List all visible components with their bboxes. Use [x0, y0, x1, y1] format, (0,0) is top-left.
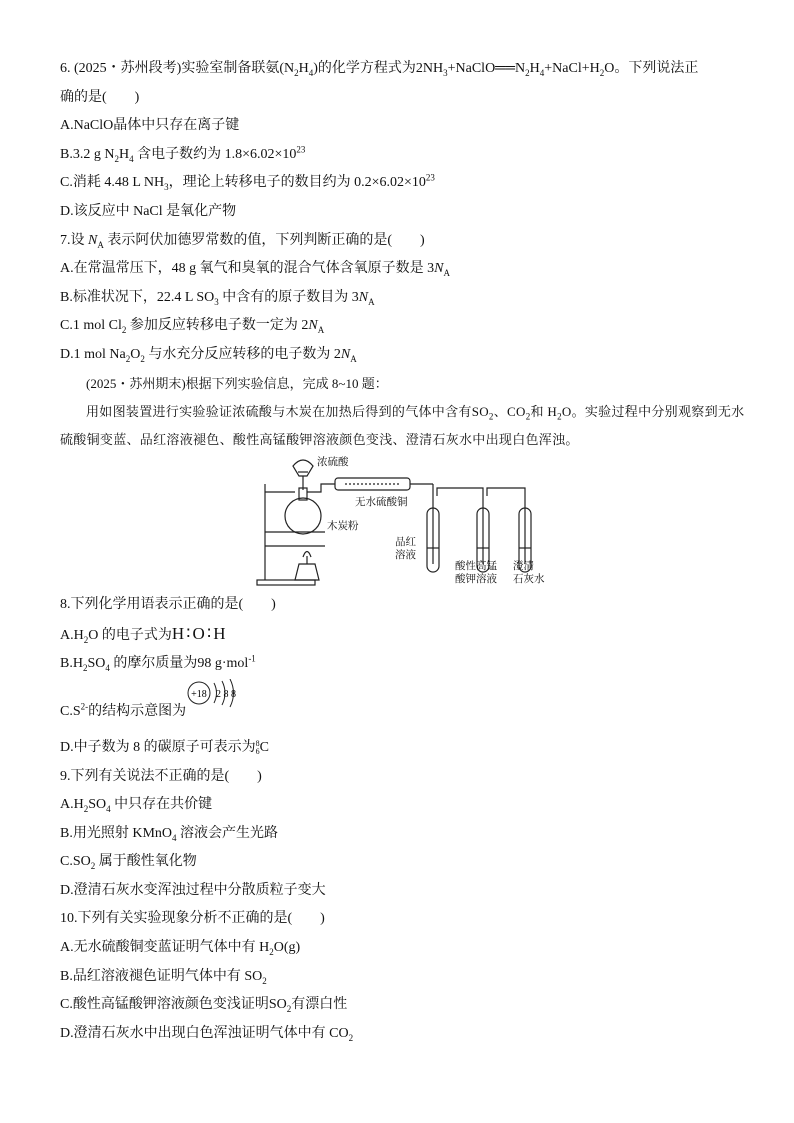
passage-intro: (2025・苏州期末)根据下列实验信息，完成 8~10 题： [86, 375, 388, 391]
atom-structure-diagram [186, 679, 246, 717]
label-tube2: 酸性高锰 酸钾溶液 [455, 561, 497, 586]
q7-option-c: C.1 mol $Cl_2$ 参加反应转移电子数一定为 $2N_A$ [60, 318, 325, 336]
q10-option-d: D.澄清石灰水中出现白色浑浊证明气体中有 $CO_2$ [60, 1025, 354, 1043]
q8-stem: 8.下列化学用语表示正确的是( ) [60, 597, 276, 613]
q9-option-d: D.澄清石灰水变浑浊过程中分散质粒子变大 [60, 882, 326, 898]
label-acid: 浓硫酸 [317, 457, 349, 469]
q7-option-a: A.在常温常压下，48 g 氧气和臭氧的混合气体含氧原子数是 $3N_A$ [60, 261, 450, 278]
passage-text: 用如图装置进行实验验证浓硫酸与木炭在加热后得到的气体中含有$SO_2$、$CO_2$和 $H_2O$。实验过程中分别观察到无水硫酸铜变蓝、品红溶液褪色、酸性高锰酸钾溶液颜色变浅、澄清石灰水中出现白色浑浊。 [60, 404, 745, 448]
label-tube1: 品红 溶液 [395, 537, 416, 562]
delivery-tube-2 [437, 488, 483, 564]
label-cuso4: 无水硫酸铜 [355, 497, 408, 509]
q6-stem-cont: 确的是( ) [60, 89, 140, 105]
q7-option-b: B.标准状况下，22.4 L $SO_3$ 中含有的原子数目为 $3N_A$ [60, 289, 375, 307]
electron-shells: 2 8 8 [216, 688, 237, 700]
dropping-funnel [293, 460, 313, 476]
apparatus-drawing [255, 456, 555, 591]
label-tube3: 澄清 石灰水 [513, 561, 545, 586]
q9-option-b: B.用光照射 KMnO$_4$ 溶液会产生光路 [60, 825, 279, 843]
q10-stem: 10.下列有关实验现象分析不正确的是( ) [60, 911, 325, 927]
apparatus-figure [255, 456, 555, 591]
q9-stem: 9.下列有关说法不正确的是( ) [60, 768, 262, 784]
q8-option-d: D.中子数为 8 的碳原子可表示为 8 6 C [60, 738, 269, 756]
outlet-tube [307, 484, 335, 492]
document-page [60, 55, 750, 1048]
q6-stem: 6. (2025・苏州段考)实验室制备联氨$(N_2H_4)$的化学方程式为$2NH_3+NaClO══N_2H_4+NaCl+H_2O$。下列说法正 [60, 61, 699, 78]
q9-option-a: $A.H_2SO_4$ 中只存在共价键 [60, 797, 213, 814]
nucleus-charge: +18 [191, 688, 207, 700]
electron-formula: H∶O∶H [171, 623, 228, 643]
label-carbon: 木炭粉 [327, 521, 359, 533]
q7-option-d: D.1 mol $Na_2O_2$ 与水充分反应转移的电子数为 $2N_A$ [60, 346, 357, 364]
q8-option-c: $C.S^{2-}$的结构示意图为 +18 2 8 8 [60, 679, 750, 734]
q10-option-c: C.酸性高锰酸钾溶液颜色变浅证明$SO_2$有漂白性 [60, 997, 348, 1015]
q9-option-c: $C.SO_2$ 属于酸性氧化物 [60, 854, 197, 872]
q10-option-b: B.品红溶液褪色证明气体中有 $SO_2$ [60, 968, 267, 986]
lamp-flame [303, 552, 311, 565]
alcohol-lamp [295, 564, 319, 580]
q10-option-a: A.无水硫酸铜变蓝证明气体中有 $H_2O(g)$ [60, 940, 301, 957]
q6-option-b: B.3.2 g $N_2H_4$ 含电子数约为 $1.8\times 6.02\times 10^{23}$ [60, 144, 306, 164]
q7-stem: 7.设 $N_A$ 表示阿伏加德罗常数的值，下列判断正确的是( ) [60, 232, 425, 250]
q6-option-c: C.消耗 4.48 L $NH_3$，理论上转移电子的数目约为 $0.2\times 6.02\times 10^{23}$ [60, 172, 435, 193]
stand-base [257, 580, 315, 585]
q6-option-d: D.该反应中 NaCl 是氧化产物 [60, 203, 237, 219]
q6-option-a: A.NaClO晶体中只存在离子键 [60, 118, 240, 134]
isotope-numbers: 8 6 [255, 738, 260, 756]
q8-option-a: $A.H_2O$ 的电子式为H∶O∶H [60, 623, 228, 645]
q8-option-b: $B.H_2SO_4$ 的摩尔质量为98 g·mol$^{-1}$ [60, 653, 256, 674]
round-flask [285, 498, 321, 534]
